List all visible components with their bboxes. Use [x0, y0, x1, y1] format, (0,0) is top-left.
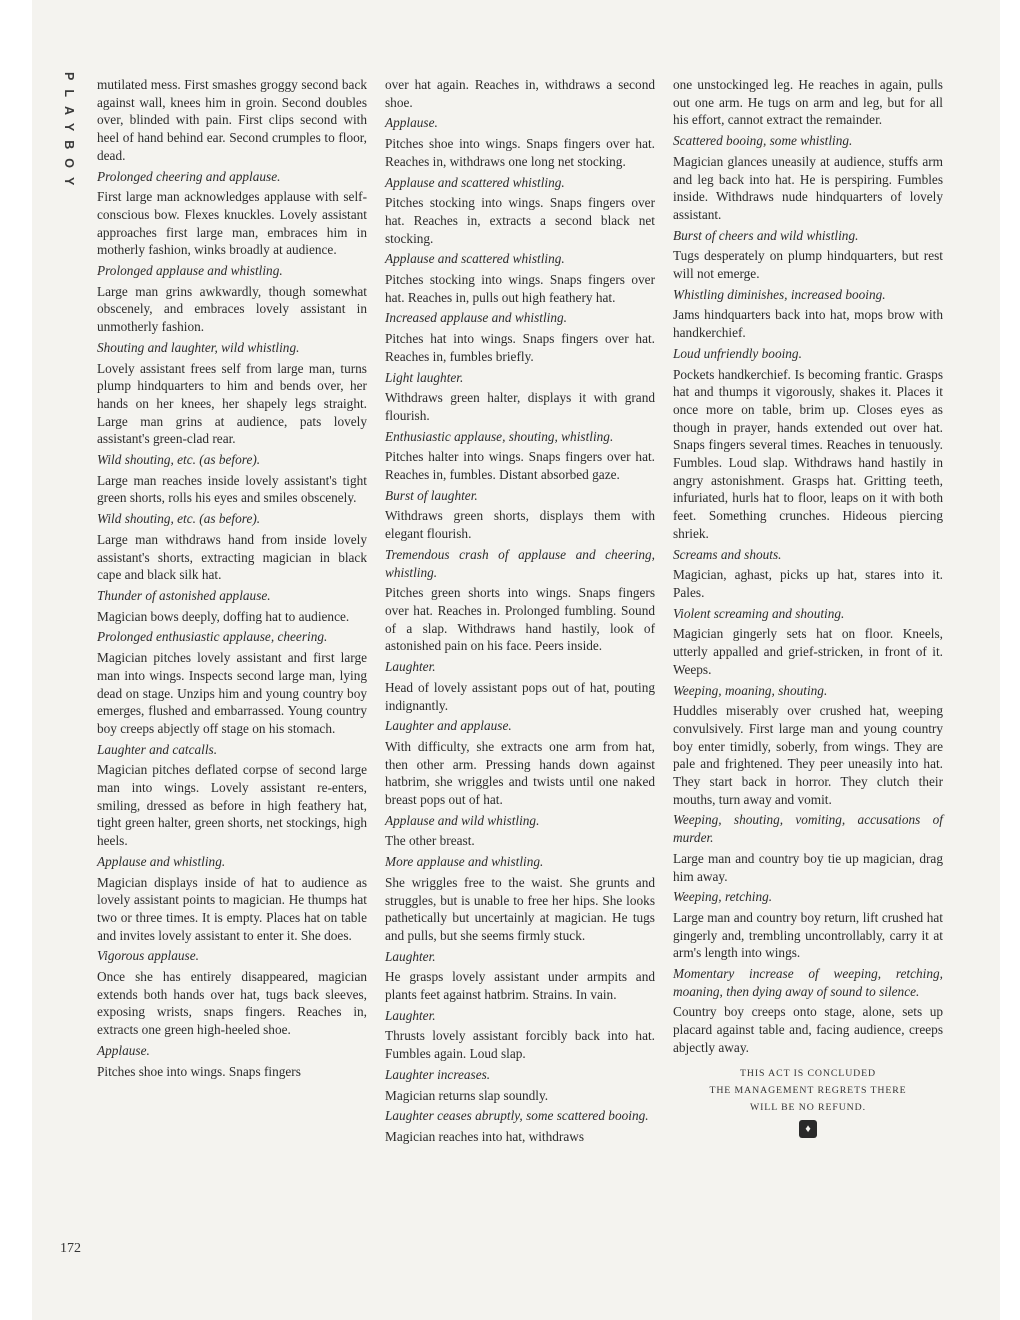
stage-direction: Prolonged applause and whistling. — [97, 263, 283, 279]
narrative-paragraph: He grasps lovely assistant under armpits and plants feet against hatbrim. Strains. In vain. — [385, 969, 655, 1003]
text-column-2 — [385, 76, 655, 1149]
stage-direction: Burst of laughter. — [385, 487, 478, 503]
stage-direction: Shouting and laughter, wild whistling. — [97, 339, 300, 355]
stage-direction: Laughter and applause. — [385, 718, 512, 734]
stage-direction: Burst of cheers and wild whistling. — [673, 227, 859, 243]
narrative-paragraph: Large man and country boy tie up magician, drag him away. — [673, 850, 943, 884]
stage-direction: Applause. — [97, 1042, 150, 1058]
narrative-paragraph: Pitches shoe into wings. Snaps fingers — [97, 1063, 301, 1079]
narrative-paragraph: Magician glances uneasily at audience, stuffs arm and leg back into hat. He is perspiring. Fumbles inside. Withdraws nude hindquarters of lovely assistant. — [673, 153, 943, 222]
narrative-paragraph: Jams hindquarters back into hat, mops brow with handkerchief. — [673, 307, 943, 341]
stage-direction: Applause and scattered whistling. — [385, 251, 565, 267]
narrative-paragraph: Pitches hat into wings. Snaps fingers over hat. Reaches in, fumbles briefly. — [385, 331, 655, 364]
narrative-paragraph: Large man grins awkwardly, though somewhat obscenely, and embraces lovely assistant in unmotherly fashion. — [97, 283, 367, 335]
stage-direction: Wild shouting, etc. (as before). — [97, 511, 261, 527]
narrative-paragraph: Pockets handkerchief. Is becoming frantic. Grasps hat and thumps it vigorously, shakes it. Places it once more on table, brim up. Closes eyes as though in prayer, hands extended out over hat. Snaps fingers several times. Reaches in tenuously. Fumbles. Loud slap. Withdraws hand hastily in angry astonishment. Grasps hat. Gritting teeth, infuriated, hurls hat to floor, leaps on it with both feet. Something crunches. Hideous piercing shriek. — [673, 366, 943, 541]
narrative-paragraph: Magician reaches into hat, withdraws — [385, 1128, 585, 1144]
stage-direction: Prolonged cheering and applause. — [97, 168, 281, 184]
stage-direction: Applause and whistling. — [97, 853, 226, 869]
narrative-paragraph: She wriggles free to the waist. She grunts and struggles, but is unable to free her hips. She looks pathetically but uncertainly at magician. He tugs and pulls, but she seems firmly stuck. — [385, 874, 655, 943]
stage-direction: Weeping, moaning, shouting. — [673, 682, 828, 698]
stage-direction: Enthusiastic applause, shouting, whistling. — [385, 428, 614, 444]
stage-direction: Applause. — [385, 115, 438, 131]
closing-notice — [673, 1065, 943, 1138]
stage-direction: Applause and scattered whistling. — [385, 174, 565, 190]
stage-direction: Whistling diminishes, increased booing. — [673, 286, 886, 302]
narrative-paragraph: over hat again. Reaches in, withdraws a second shoe. — [385, 77, 655, 110]
narrative-paragraph: First large man acknowledges applause with self-conscious bow. Flexes knuckles. Lovely assistant approaches first large man, embraces him in motherly fashion, winks broadly at audience. — [97, 189, 367, 258]
stage-direction: Thunder of astonished applause. — [97, 587, 271, 603]
narrative-paragraph: Magician pitches deflated corpse of second large man into wings. Lovely assistant re-enters, smiling, dressed as before in high feathery hat, tight green halter, green shorts, net stockings, high heels. — [97, 762, 367, 849]
narrative-paragraph: Country boy creeps onto stage, alone, sets up placard against table and, facing audience, creeps abjectly away. — [673, 1004, 943, 1055]
narrative-paragraph: Once she has entirely disappeared, magician extends both hands over hat, tugs back sleeves, exposing wrists, snaps fingers. Reaches in, extracts one green high-heeled shoe. — [97, 969, 367, 1038]
stage-direction: Scattered booing, some whistling. — [673, 133, 853, 149]
stage-direction: Increased applause and whistling. — [385, 310, 567, 326]
stage-direction: Light laughter. — [385, 369, 464, 385]
column-3-paragraphs — [673, 76, 943, 1057]
narrative-paragraph: Withdraws green shorts, displays them with elegant flourish. — [385, 508, 655, 542]
stage-direction: Weeping, shouting, vomiting, accusations of murder. — [673, 812, 943, 846]
narrative-paragraph: Lovely assistant frees self from large man, turns plump hindquarters to him and bends over, her hands on her knees, her shapely legs straight. Large man grins at audience, pats lovely assistant's green-clad rear. — [97, 360, 367, 447]
stage-direction: Laughter. — [385, 659, 436, 675]
stage-direction: Violent screaming and shouting. — [673, 605, 845, 621]
narrative-paragraph: Tugs desperately on plump hindquarters, but rest will not emerge. — [673, 248, 943, 282]
narrative-paragraph: Huddles miserably over crushed hat, weeping convulsively. First large man and young country boy enter timidly, soberly, from wings. They are pale and frightened. They peer uneasily into hat. They start back in horror. They clutch their mouths, turn away and vomit. — [673, 703, 943, 807]
narrative-paragraph: Magician pitches lovely assistant and first large man into wings. Inspects second large man, lying dead on stage. Unzips him and young country boy emerges, flushed and embarrassed. Young country boy creeps abjectly off stage on his stomach. — [97, 650, 367, 736]
stage-direction: More applause and whistling. — [385, 854, 544, 870]
stage-direction: Wild shouting, etc. (as before). — [97, 452, 261, 468]
narrative-paragraph: Large man withdraws hand from inside lovely assistant's shorts, extracting magician in black cape and black silk hat. — [97, 531, 367, 583]
narrative-paragraph: Magician displays inside of hat to audience as lovely assistant points to magician. He thumps hat two or three times. It is empty. Places hat on table and invites lovely assistant to enter it. She does. — [97, 874, 367, 943]
stage-direction: Momentary increase of weeping, retching, moaning, then dying away of sound to silence. — [673, 966, 943, 999]
narrative-paragraph: Pitches shoe into wings. Snaps fingers over hat. Reaches in, withdraws one long net stocking. — [385, 136, 655, 169]
narrative-paragraph: Large man and country boy return, lift crushed hat gingerly and, trembling uncontrollably, carry it at arm's length into wings. — [673, 909, 943, 961]
narrative-paragraph: Pitches stocking into wings. Snaps fingers over hat. Reaches in, pulls out high feathery hat. — [385, 272, 655, 305]
stage-direction: Screams and shouts. — [673, 546, 782, 562]
stage-direction: Laughter. — [385, 1007, 436, 1023]
stage-direction: Prolonged enthusiastic applause, cheering. — [97, 629, 328, 645]
stage-direction: Tremendous crash of applause and cheering, whistling. — [385, 546, 655, 580]
stage-direction: Laughter ceases abruptly, some scattered booing. — [385, 1108, 649, 1124]
narrative-paragraph: Head of lovely assistant pops out of hat, pouting indignantly. — [385, 679, 655, 713]
narrative-paragraph: mutilated mess. First smashes groggy second back against wall, knees him in groin. Second doubles over, blinded with pain. First clips second with heel of hand behind ear. Second crumples to floor, dead. — [97, 77, 367, 163]
masthead-vertical: PLAYBOY — [62, 72, 76, 195]
text-column-3 — [673, 76, 943, 1138]
closing-notice-line: WILL BE NO REFUND. — [750, 1101, 866, 1113]
bunny-logo-icon: ♦ — [799, 1120, 817, 1138]
stage-direction: Laughter and catcalls. — [97, 741, 218, 757]
narrative-paragraph: Magician bows deeply, doffing hat to audience. — [97, 608, 350, 624]
closing-notice-line: THIS ACT IS CONCLUDED — [739, 1067, 877, 1079]
stage-direction: Laughter. — [385, 948, 436, 964]
narrative-paragraph: The other breast. — [385, 833, 475, 849]
narrative-paragraph: Withdraws green halter, displays it with grand flourish. — [385, 390, 655, 423]
narrative-paragraph: Large man reaches inside lovely assistant's tight green shorts, rolls his eyes and smiles obscenely. — [97, 472, 367, 506]
stage-direction: Vigorous applause. — [97, 948, 199, 964]
narrative-paragraph: Thrusts lovely assistant forcibly back into hat. Fumbles again. Loud slap. — [385, 1028, 655, 1062]
narrative-paragraph: Pitches green shorts into wings. Snaps fingers over hat. Reaches in. Prolonged fumbling. Sound of a slap. Withdraws hand hastily, look of astonished pain on his face. Peers inside. — [385, 585, 655, 654]
closing-notice-line: THE MANAGEMENT REGRETS THERE — [709, 1084, 907, 1096]
text-column-1 — [97, 76, 367, 1083]
narrative-paragraph: Magician gingerly sets hat on floor. Kneels, utterly appalled and grief-stricken, in front of it. Weeps. — [673, 626, 943, 677]
narrative-paragraph: Pitches halter into wings. Snaps fingers over hat. Reaches in, fumbles. Distant absorbed gaze. — [385, 449, 655, 483]
narrative-paragraph: With difficulty, she extracts one arm from hat, then other arm. Pressing hands down against hatbrim, she wriggles and twists until one naked breast pops out of hat. — [385, 738, 655, 808]
stage-direction: Loud unfriendly booing. — [673, 345, 802, 361]
page-number: 172 — [60, 1241, 81, 1256]
stage-direction: Laughter increases. — [385, 1066, 491, 1082]
narrative-paragraph: Magician returns slap soundly. — [385, 1087, 549, 1103]
narrative-paragraph: Magician, aghast, picks up hat, stares into it. Pales. — [673, 567, 943, 600]
narrative-paragraph: Pitches stocking into wings. Snaps fingers over hat. Reaches in, extracts a second black net stocking. — [385, 195, 655, 246]
narrative-paragraph: one unstockinged leg. He reaches in again, pulls out one arm. He tugs on arm and leg, but for all his effort, cannot extract the remainder. — [673, 77, 943, 128]
stage-direction: Applause and wild whistling. — [385, 812, 540, 828]
stage-direction: Weeping, retching. — [673, 889, 773, 905]
